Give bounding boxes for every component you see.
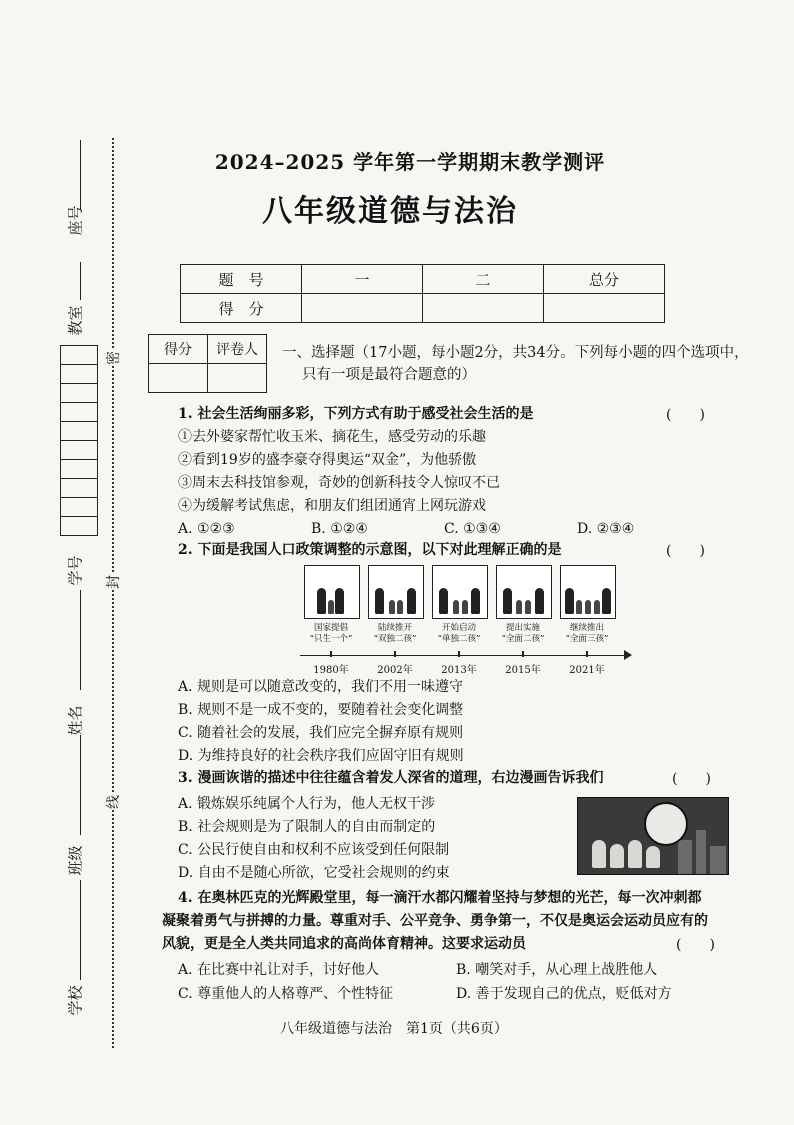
q1-item: ①去外婆家帮忙收玉米、摘花生，感受劳动的乐趣: [178, 429, 486, 445]
score-cell: [544, 294, 665, 323]
q1-option: B. ①②④: [311, 521, 368, 537]
q4-answer-paren: ( ): [676, 937, 715, 953]
q2-option: A. 规则是可以随意改变的，我们不用一味遵守: [178, 679, 464, 695]
grader-box: [148, 334, 267, 393]
q3-stem: 3. 漫画诙谐的描述中往往蕴含着发人深省的道理，右边漫画告诉我们: [178, 770, 604, 786]
class-blank: [80, 735, 82, 835]
policy-caption: [362, 623, 428, 645]
q1-item: ③周末去科技馆参观，奇妙的创新科技令人惊叹不已: [178, 475, 500, 491]
policy-panel: [432, 565, 488, 619]
timeline-tick: [586, 651, 588, 657]
q3-option: C. 公民行使自由和权利不应该受到任何限制: [178, 842, 450, 858]
q2-option: C. 随着社会的发展，我们应完全摒弃原有规则: [178, 725, 464, 741]
score-header-cell: 一: [302, 265, 423, 294]
school-label: 学校: [66, 985, 85, 1016]
cartoon-sign-icon: [644, 802, 688, 846]
policy-caption: [426, 623, 492, 645]
q3-cartoon-image: [577, 797, 729, 875]
score-header-cell: 总分: [544, 265, 665, 294]
section-heading: [282, 342, 752, 386]
q3-answer-paren: ( ): [672, 771, 711, 787]
score-row-label: 得 分: [181, 294, 302, 323]
policy-caption-line: 国家提倡: [313, 623, 348, 633]
q4-options-row2: [178, 984, 734, 1004]
q4-option: A. 在比赛中礼让对手，讨好他人: [178, 962, 380, 978]
policy-caption-line: “全面二孩”: [501, 634, 545, 644]
q2-option: D. 为维持良好的社会秩序我们应固守旧有规则: [178, 748, 464, 764]
score-header-cell: 题 号: [181, 265, 302, 294]
q1-option: D. ②③④: [577, 521, 635, 537]
q1-options: [178, 519, 710, 539]
score-header-cell: 二: [423, 265, 544, 294]
seal-char-feng: 封: [103, 574, 123, 590]
class-label: 班级: [66, 845, 85, 876]
timeline-year: 1980年: [313, 665, 349, 676]
page-footer: 八年级道德与法治 第1页（共6页）: [280, 1021, 508, 1037]
policy-caption-line: “只生一个”: [309, 634, 353, 644]
grader-name-cell: [208, 364, 267, 393]
q1-stem: 1. 社会生活绚丽多彩，下列方式有助于感受社会生活的是: [178, 406, 534, 422]
q4-option: B. 嘲笑对手，从心理上战胜他人: [456, 962, 658, 978]
seat-label: 座号: [66, 205, 85, 236]
timeline-tick: [330, 651, 332, 657]
q3-option: A. 锻炼娱乐纯属个人行为，他人无权干涉: [178, 796, 436, 812]
q4-stem-line: 风貌，更是全人类共同追求的高尚体育精神。这要求运动员: [162, 936, 526, 952]
policy-caption: [298, 623, 364, 645]
q4-stem-line: 4. 在奥林匹克的光辉殿堂里，每一滴汗水都闪耀着坚持与梦想的光芒，每一次冲刺都: [178, 890, 702, 906]
section-heading-line2: 只有一项是最符合题意的）: [302, 367, 476, 383]
policy-panel: [304, 565, 360, 619]
policy-panel: [368, 565, 424, 619]
policy-timeline: [300, 655, 626, 656]
subject-title: 八年级道德与法治: [262, 194, 518, 229]
q1-option: A. ①②③: [178, 521, 235, 537]
q4-option: D. 善于发现自己的优点，贬低对方: [456, 986, 672, 1002]
q3-option: B. 社会规则是为了限制人的自由而制定的: [178, 819, 436, 835]
room-blank: [80, 262, 82, 300]
grader-score-label: 得分: [149, 335, 208, 364]
policy-caption-line: “全面三孩”: [565, 634, 609, 644]
q4-option: C. 尊重他人的人格尊严、个性特征: [178, 986, 394, 1002]
student-number-grid: [60, 345, 98, 536]
score-cell: [423, 294, 544, 323]
timeline-year: 2002年: [377, 665, 413, 676]
name-blank: [80, 590, 82, 690]
policy-panel: [560, 565, 616, 619]
q1-option: C. ①③④: [444, 521, 501, 537]
timeline-tick: [522, 651, 524, 657]
timeline-year: 2021年: [569, 665, 605, 676]
section-heading-line1: 一、选择题（17小题，每小题2分，共34分。下列每小题的四个选项中，: [282, 345, 749, 361]
binding-dotted-line: [112, 138, 114, 1048]
name-label: 姓名: [66, 705, 85, 736]
grader-score-cell: [149, 364, 208, 393]
policy-caption-line: 开始启动: [441, 623, 476, 633]
seal-char-mi: 密: [103, 350, 123, 366]
policy-caption-line: 继续推出: [569, 623, 604, 633]
timeline-tick: [458, 651, 460, 657]
q4-stem-line: 凝聚着勇气与拼搏的力量。尊重对手、公平竞争、勇争第一，不仅是奥运会运动员应有的: [162, 913, 708, 929]
number-label: 学号: [66, 555, 85, 586]
timeline-year: 2015年: [505, 665, 541, 676]
q3-option: D. 自由不是随心所欲，它受社会规则的约束: [178, 865, 450, 881]
policy-caption-line: “双独二孩”: [373, 634, 417, 644]
policy-panel: [496, 565, 552, 619]
seal-char-xian: 线: [103, 794, 123, 810]
school-blank: [80, 880, 82, 980]
timeline-tick: [394, 651, 396, 657]
q4-options-row1: [178, 960, 734, 980]
policy-caption: [554, 623, 620, 645]
q2-option: B. 规则不是一成不变的，要随着社会变化调整: [178, 702, 464, 718]
timeline-year: 2013年: [441, 665, 477, 676]
policy-caption-line: 陆续推开: [377, 623, 412, 633]
policy-caption: [490, 623, 556, 645]
q2-answer-paren: ( ): [666, 543, 705, 559]
policy-illustration: [300, 565, 630, 677]
score-cell: [302, 294, 423, 323]
q2-stem: 2. 下面是我国人口政策调整的示意图，以下对此理解正确的是: [178, 542, 562, 558]
room-label: 教室: [66, 305, 85, 336]
q1-item: ④为缓解考试焦虑，和朋友们组团通宵上网玩游戏: [178, 498, 486, 514]
seat-blank: [80, 140, 82, 210]
grader-name-label: 评卷人: [208, 335, 267, 364]
q1-answer-paren: ( ): [666, 407, 705, 423]
exam-title: 2024–2025 学年第一学期期末教学测评: [214, 150, 606, 174]
score-table: [180, 264, 665, 323]
q1-item: ②看到19岁的盛李豪夺得奥运“双金”，为他骄傲: [178, 452, 477, 468]
policy-caption-line: “单独二孩”: [437, 634, 481, 644]
policy-caption-line: 提出实施: [505, 623, 540, 633]
